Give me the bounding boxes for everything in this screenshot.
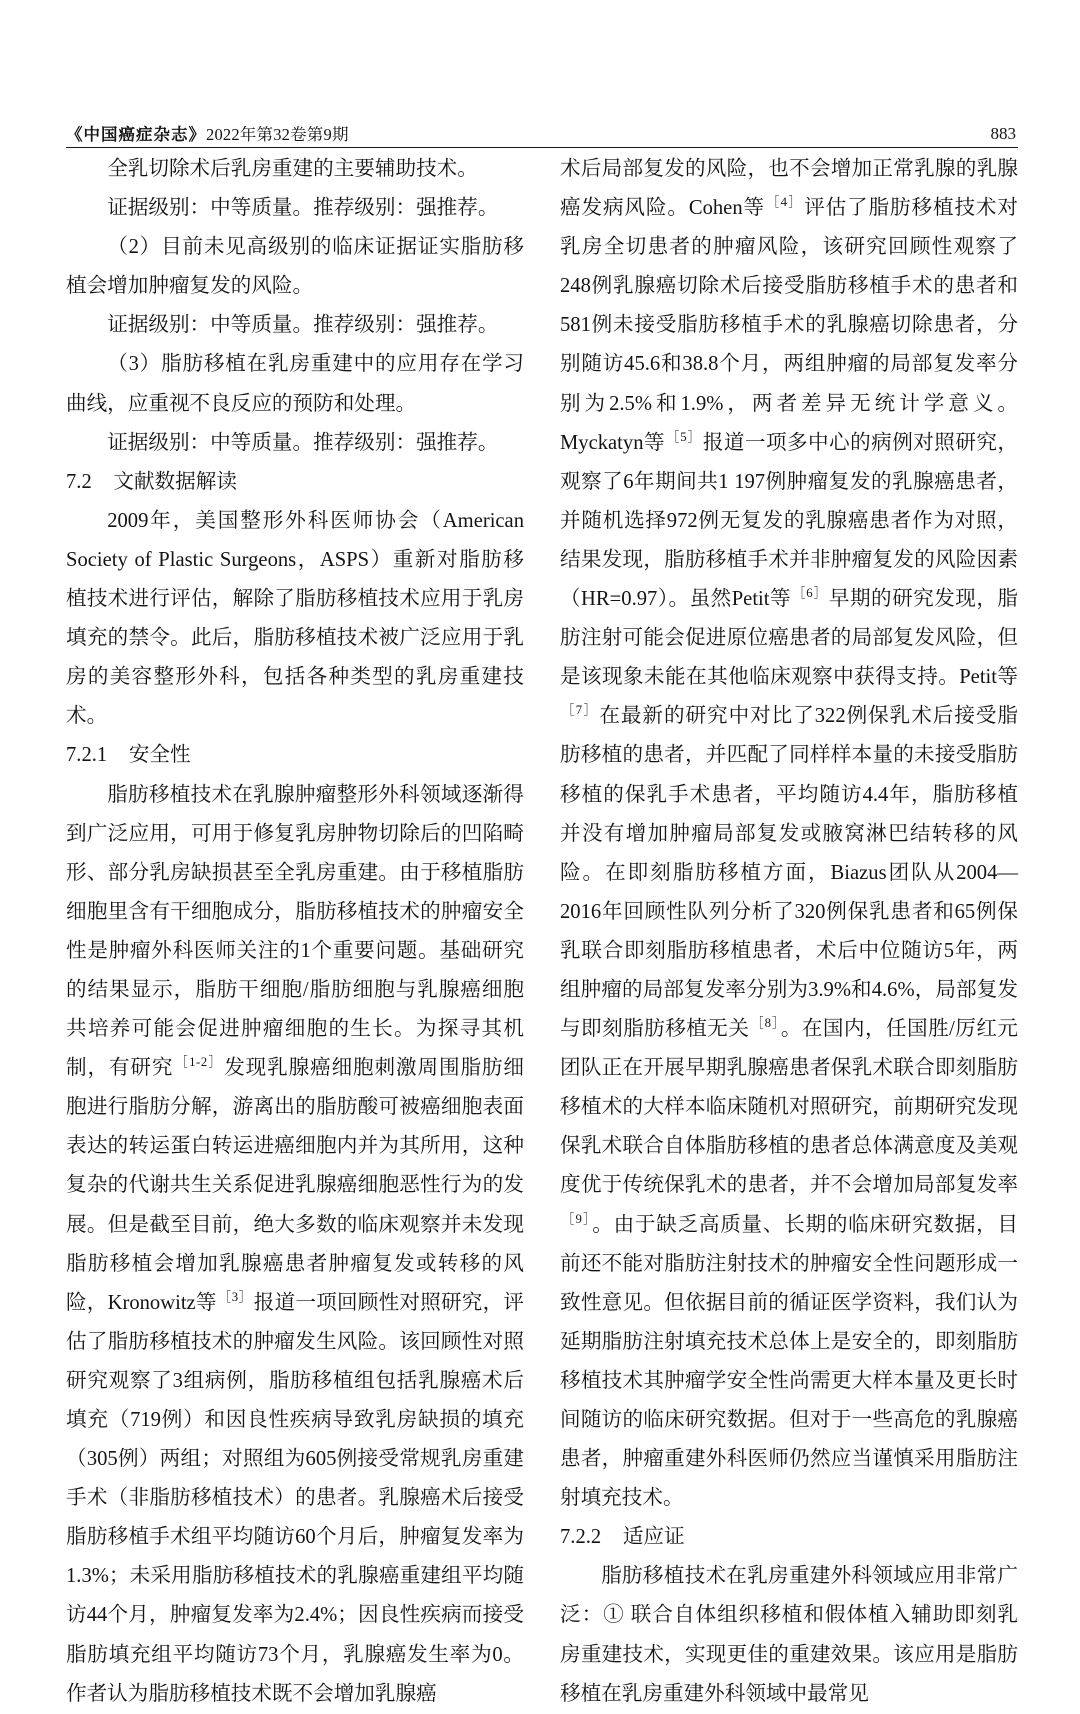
- reference-superscript[interactable]: ［8］: [750, 1016, 780, 1031]
- para-recommendation-2: （2）目前未见高级别的临床证据证实脂肪移植会增加肿瘤复发的风险。: [66, 236, 524, 298]
- page-number: 883: [990, 124, 1016, 144]
- reference-superscript[interactable]: ［9］: [561, 1211, 591, 1226]
- para-indications-body: 脂肪移植技术在乳房重建外科领域应用非常广泛：① 联合自体组织移植和假体植入辅助即刻乳房重建技术，实现更佳的重建效果。该应用是脂肪移植在乳房重建外科领域中最常见: [560, 1565, 1018, 1705]
- running-head: [66, 114, 1018, 148]
- para-safety-body: 脂肪移植技术在乳腺肿瘤整形外科领域逐渐得到广泛应用，可用于修复乳房肿物切除后的凹陷畸形、部分乳房缺损甚至全乳房重建。由于移植脂肪细胞里含有干细胞成分，脂肪移植技术的肿瘤安全性是肿瘤外科医师关注的1个重要问题。基础研究的结果显示，脂肪干细胞/脂肪细胞与乳腺癌细胞共培养可能会促进肿瘤细胞的生长。为探寻其机制，有研究 $^{[1-2]}$发现乳腺癌细胞刺激周围脂肪细胞进行脂肪分解，游离出的脂肪酸可被癌细胞表面表达的转运蛋白转运进癌细胞内并为其所用，这种复杂的代谢共生关系促进乳腺癌细胞恶性行为的发展。但是截至目前，绝大多数的临床观察并未发现脂肪移植会增加乳腺癌患者肿瘤复发或转移的风险，Kronowitz等 $^{[3]}$报道一项回顾性对照研究，评估了脂肪移植技术的肿瘤发生风险。该回顾性对照研究观察了3组病例，脂肪移植组包括乳腺癌术后填充（719例）和因良性疾病导致乳房缺损的填充（305例）两组；对照组为605例接受常规乳房重建手术（非脂肪移植技术）的患者。乳腺癌术后接受脂肪移植手术组平均随访60个月后，肿瘤复发率为1.3%；未采用脂肪移植技术的乳腺癌重建组平均随访44个月，肿瘤复发率为2.4%；因良性疾病而接受脂肪填充组平均随访73个月，乳腺癌发生率为0。作者认为脂肪移植技术既不会增加乳腺癌: [66, 783, 525, 1705]
- journal-title: 《中国癌症杂志》: [66, 124, 206, 144]
- para-evidence-level-2: 证据级别：中等质量。推荐级别：强推荐。: [107, 314, 499, 337]
- para-recommendation-3: （3）脂肪移植在乳房重建中的应用存在学习曲线，应重视不良反应的预防和处理。: [66, 353, 524, 415]
- heading-number: 7.2.1: [66, 744, 108, 767]
- heading-7-2-1: [66, 736, 524, 775]
- reference-superscript[interactable]: ［3］: [218, 1289, 253, 1304]
- column-right: [560, 150, 1019, 1705]
- reference-superscript[interactable]: ［5］: [666, 429, 702, 444]
- heading-text: 安全性: [128, 744, 191, 767]
- two-column-body: [66, 150, 1019, 1705]
- para-safety-continued: 术后局部复发的风险，也不会增加正常乳腺的乳腺癌发病风险。Cohen等 $^{[4]}$评估了脂肪移植技术对乳房全切患者的肿瘤风险，该研究回顾性观察了248例乳腺癌切除术后接受脂肪移植手术的患者和581例未接受脂肪移植手术的乳腺癌切除患者，分别随访45.6和38.8个月，两组肿瘤的局部复发率分别为2.5%和1.9%，两者差异无统计学意义。Myckatyn等 $^{[5]}$报道一项多中心的病例对照研究，观察了6年期间共1 197例肿瘤复发的乳腺癌患者，并随机选择972例无复发的乳腺癌患者作为对照，结果发现，脂肪移植手术并非肿瘤复发的风险因素（HR=0.97）。虽然Petit等 $^{[6]}$早期的研究发现，脂肪注射可能会促进原位癌患者的局部复发风险，但是该现象未能在其他临床观察中获得支持。Petit等$^{[7]}$在最新的研究中对比了322例保乳术后接受脂肪移植的患者，并匹配了同样样本量的未接受脂肪移植的保乳手术患者，平均随访4.4年，脂肪移植并没有增加肿瘤局部复发或腋窝淋巴结转移的风险。在即刻脂肪移植方面，Biazus团队从2004—2016年回顾性队列分析了320例保乳患者和65例保乳联合即刻脂肪移植患者，术后中位随访5年，两组肿瘤的局部复发率分别为3.9%和4.6%，局部复发与即刻脂肪移植无关 $^{[8]}$。在国内，任国胜/厉红元团队正在开展早期乳腺癌患者保乳术联合即刻脂肪移植术的大样本临床随机对照研究，前期研究发现保乳术联合自体脂肪移植的患者总体满意度及美观度优于传统保乳术的患者，并不会增加局部复发率$^{[9]}$。由于缺乏高质量、长期的临床研究数据，目前还不能对脂肪注射技术的肿瘤安全性问题形成一致性意见。但依据目前的循证医学资料，我们认为延期脂肪注射填充技术总体上是安全的，即刻脂肪移植技术其肿瘤学安全性尚需更大样本量及更长时间随访的临床研究数据。但对于一些高危的乳腺癌患者，肿瘤重建外科医师仍然应当谨慎采用脂肪注射填充技术。: [560, 158, 1019, 1510]
- heading-number: 7.2.2: [560, 1526, 602, 1549]
- reference-superscript[interactable]: ［4］: [766, 195, 803, 210]
- reference-superscript[interactable]: ［7］: [561, 703, 598, 718]
- heading-7-2: [66, 463, 524, 502]
- column-left: [66, 150, 525, 1705]
- heading-text: 适应证: [622, 1526, 685, 1549]
- para-evidence-level-1: 证据级别：中等质量。推荐级别：强推荐。: [107, 197, 499, 220]
- journal-issue: 2022年第32卷第9期: [206, 124, 349, 144]
- para-evidence-level-3: 证据级别：中等质量。推荐级别：强推荐。: [107, 431, 499, 454]
- reference-superscript[interactable]: ［6］: [792, 586, 828, 601]
- running-head-journal: [66, 126, 349, 144]
- para-asps-2009: 2009年，美国整形外科医师协会（American Society of Plastic Surgeons，ASPS）重新对脂肪移植技术进行评估，解除了脂肪移植技术应用于乳房填充的禁令。此后，脂肪移植技术被广泛应用于乳房的美容整形外科，包括各种类型的乳房重建技术。: [66, 509, 524, 728]
- para-continuation-mastectomy: 全乳切除术后乳房重建的主要辅助技术。: [107, 158, 478, 180]
- heading-7-2-2: [560, 1518, 1018, 1557]
- reference-superscript[interactable]: ［1-2］: [174, 1055, 223, 1070]
- heading-text: 文献数据解读: [113, 470, 237, 493]
- heading-number: 7.2: [66, 470, 92, 493]
